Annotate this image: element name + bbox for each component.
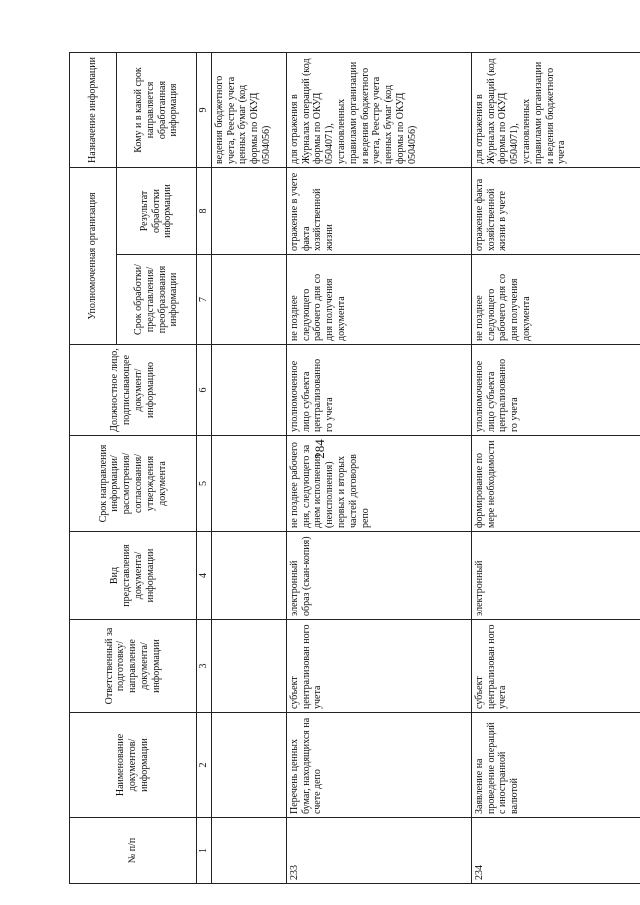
- signing-official: уполномоченное лицо субъекта централизованно го учета: [471, 345, 640, 436]
- row-number: [211, 818, 286, 884]
- column-number: 2: [197, 713, 212, 818]
- responsible: [211, 620, 286, 713]
- column-number: 6: [197, 345, 212, 436]
- header-col-6: Должностное лицо, подписывающее документ/ информацию: [70, 345, 197, 436]
- document-name: Заявление на проведение операций с иностранной валютой: [471, 713, 640, 818]
- column-number: 7: [197, 255, 212, 345]
- header-group-purpose: Назначение информации: [70, 52, 117, 167]
- signing-official: уполномоченное лицо субъекта централизованно го учета: [286, 345, 471, 436]
- table-row: [286, 52, 471, 883]
- header-col-3: Ответственный за подготовку/ направление документа/ информации: [70, 620, 197, 713]
- processing-result: [211, 167, 286, 254]
- column-number: 5: [197, 436, 212, 532]
- submission-deadline: не позднее рабочего дня, следующего за днем исполнения (неисполнения) первых и вторых частей договоров репо: [286, 436, 471, 532]
- header-col-5: Срок направления информации/ рассмотрения/ согласования/ утверждения документа: [70, 436, 197, 532]
- recipient: ведения бюджетного учета, Реестре учета ценных бумаг (код формы по ОКУД 0504056): [211, 52, 286, 167]
- column-number: 4: [197, 532, 212, 620]
- processing-result: отражение факта хозяйственной жизни в учете: [471, 167, 640, 254]
- row-number: 234: [471, 818, 640, 884]
- processing-result: отражение в учете факта хозяйственной жизни: [286, 167, 471, 254]
- header-col-2: Наименование документов/ информации: [70, 713, 197, 818]
- processing-term: не позднее следующего рабочего дня со дня получения документа: [286, 255, 471, 345]
- presentation-kind: электронный: [471, 532, 640, 620]
- header-col-4: Вид представления документа/ информации: [70, 532, 197, 620]
- row-number: 233: [286, 818, 471, 884]
- table-row: [471, 52, 640, 883]
- header-col-8: Результат обработки информации: [117, 167, 197, 254]
- recipient: для отражения в Журналах операций (код формы по ОКУД 0504071), установленных правилами организации и ведения бюджетного учета: [471, 52, 640, 167]
- submission-deadline: формирование по мере необходимости: [471, 436, 640, 532]
- header-group-authorized: Уполномоченная организация: [70, 167, 117, 344]
- header-col-7: Срок обработки/ представления/ преобразования информации: [117, 255, 197, 345]
- page-number: 284: [312, 439, 327, 459]
- responsible: субъект централизован ного учета: [471, 620, 640, 713]
- column-number: 1: [197, 818, 212, 884]
- presentation-kind: [211, 532, 286, 620]
- recipient: для отражения в Журналах операций (код формы по ОКУД 0504071), установленных правилами организации и ведения бюджетного учета, Реестре учета ценных бумаг (код формы по ОКУД 0504056): [286, 52, 471, 167]
- column-number: 3: [197, 620, 212, 713]
- presentation-kind: электронный образ (скан-копия): [286, 532, 471, 620]
- document-name: Перечень ценных бумаг, находящихся на счете депо: [286, 713, 471, 818]
- header-col-9: Кому и в какой срок направляется обработанная информация: [117, 52, 197, 167]
- document-table: [69, 52, 640, 884]
- signing-official: [211, 345, 286, 436]
- table-row: [211, 52, 286, 883]
- processing-term: [211, 255, 286, 345]
- processing-term: не позднее следующего рабочего дня со дня получения документа: [471, 255, 640, 345]
- responsible: субъект централизован ного учета: [286, 620, 471, 713]
- document-name: [211, 713, 286, 818]
- submission-deadline: [211, 436, 286, 532]
- column-number: 9: [197, 52, 212, 167]
- table-wrapper: [69, 53, 620, 884]
- column-number: 8: [197, 167, 212, 254]
- header-col-1: № п/п: [70, 818, 197, 884]
